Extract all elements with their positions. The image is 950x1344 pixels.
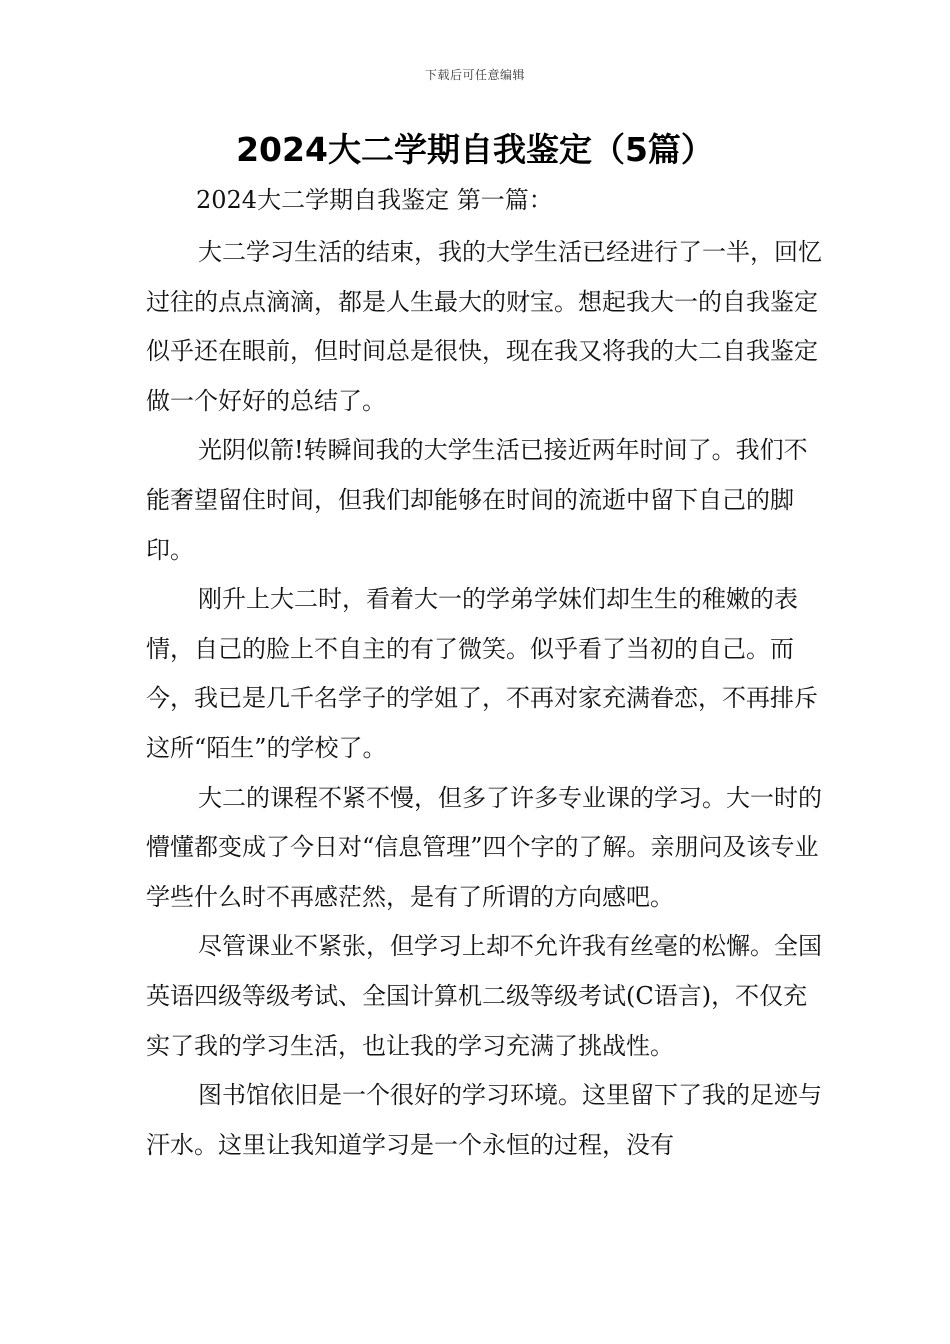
paragraph: 大二学习生活的结束，我的大学生活已经进行了一半，回忆过往的点点滴滴，都是人生最大的财宝。想起我大一的自我鉴定似乎还在眼前，但时间总是很快，现在我又将我的大二自我鉴定做一个好好的总结了。: [146, 238, 822, 415]
paragraph: 刚升上大二时，看着大一的学弟学妹们却生生的稚嫩的表情，自己的脸上不自主的有了微笑。似乎看了当初的自己。而今，我已是几千名学子的学姐了，不再对家充满眷恋，不再排斥这所“陌生”的学校了。: [146, 585, 818, 762]
paragraph: 尽管课业不紧张，但学习上却不允许我有丝毫的松懈。全国英语四级等级考试、全国计算机二级等级考试(C语言)，不仅充实了我的学习生活，也让我的学习充满了挑战性。: [146, 932, 822, 1060]
document-title: 2024大二学期自我鉴定（5篇）: [236, 130, 714, 169]
document-body: [146, 228, 826, 1170]
paragraph: 大二的课程不紧不慢，但多了许多专业课的学习。大一时的懵懂都变成了今日对“信息管理”四个字的了解。亲朋问及该专业学些什么时不再感茫然，是有了所谓的方向感吧。: [146, 783, 822, 911]
paragraph: 光阴似箭!转瞬间我的大学生活已接近两年时间了。我们不能奢望留住时间，但我们却能够在时间的流逝中留下自己的脚印。: [146, 436, 808, 564]
paragraph: 图书馆依旧是一个很好的学习环境。这里留下了我的足迹与汗水。这里让我知道学习是一个永恒的过程，没有: [146, 1081, 822, 1159]
section-heading: 2024大二学期自我鉴定 第一篇：: [196, 186, 553, 214]
header-note: 下载后可任意编辑: [424, 68, 525, 82]
